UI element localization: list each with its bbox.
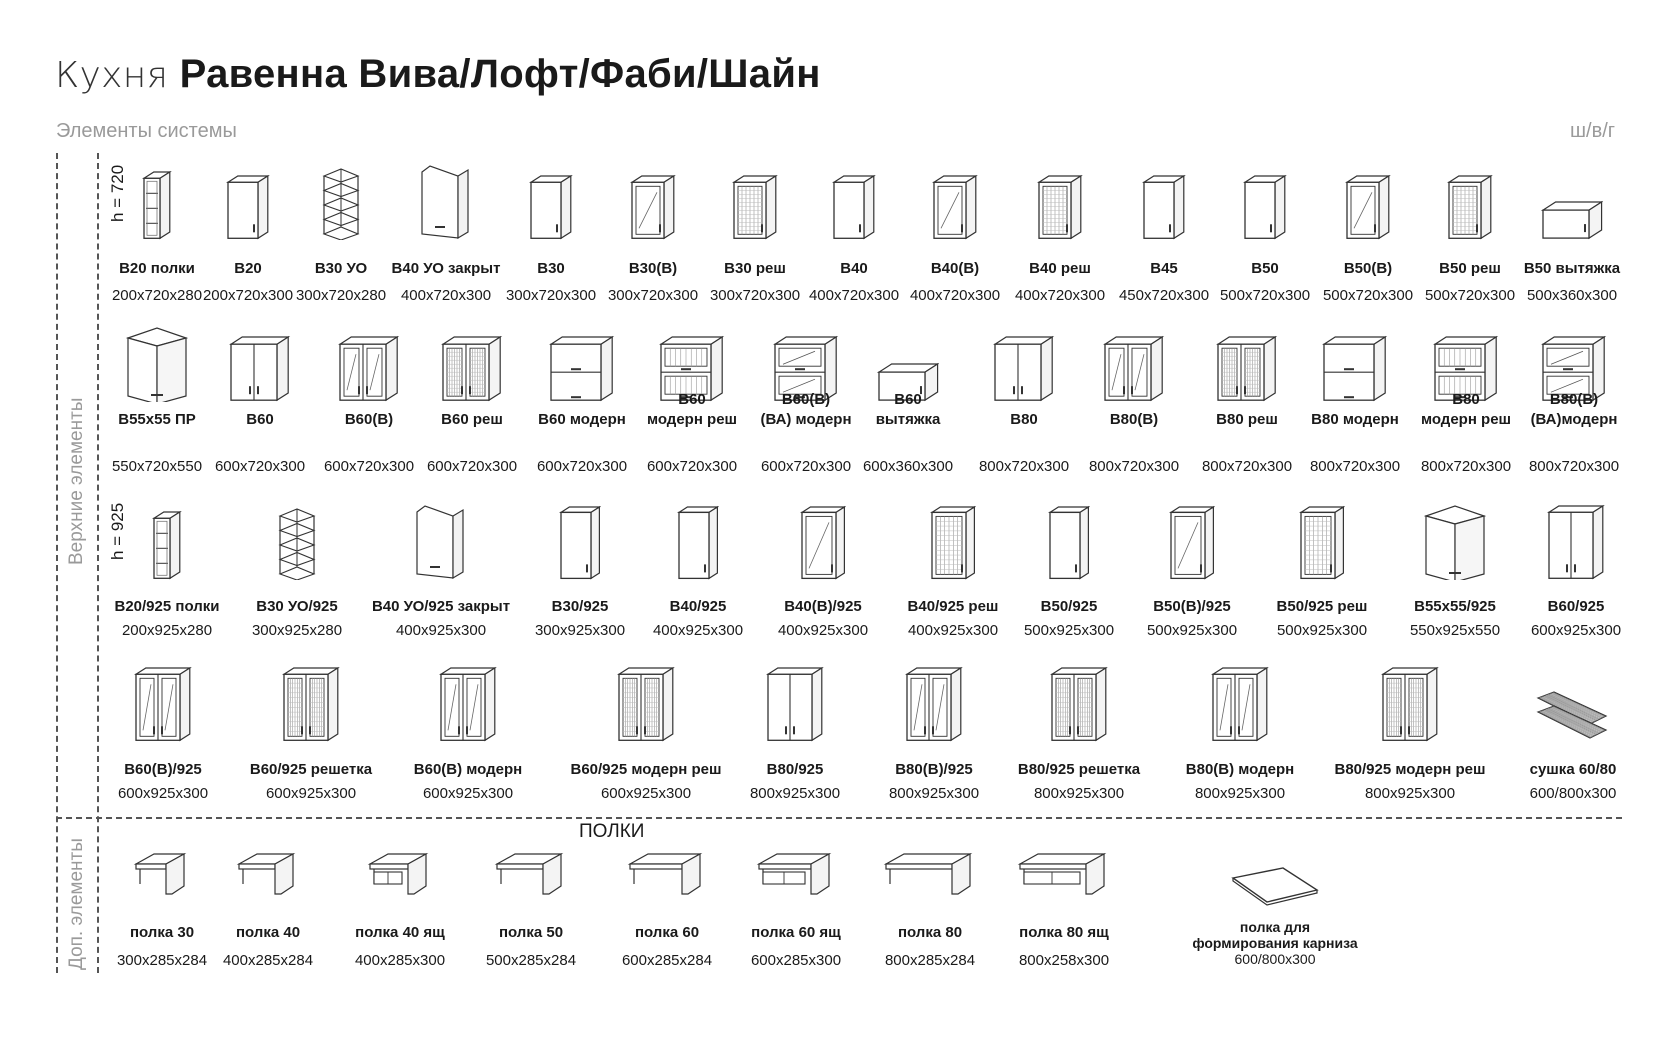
item-name: В30 реш (724, 260, 786, 277)
catalog-item (529, 174, 573, 240)
shelf-item (882, 850, 978, 900)
catalog-item (420, 162, 472, 240)
catalog-item (152, 510, 182, 580)
section-divider-vertical (56, 153, 58, 973)
catalog-item (1103, 335, 1164, 402)
catalog-item (930, 505, 976, 580)
shelf-item (1016, 850, 1112, 900)
glass-cabinet-icon (1345, 174, 1391, 240)
item-dimensions: 300x925x280 (251, 622, 343, 639)
catalog-item (1216, 335, 1277, 402)
item-name: В60(В) (ВА) модерн (760, 391, 852, 428)
shelf-item (755, 850, 837, 900)
item-dimensions: 800x925x300 (888, 785, 980, 802)
item-dimensions: 450x720x300 (1118, 287, 1210, 304)
catalog-item (226, 174, 270, 240)
item-name: В30 УО/925 (256, 598, 338, 615)
item-dimensions: 800x925x300 (749, 785, 841, 802)
item-dimensions: 500x925x300 (1023, 622, 1115, 639)
item-dimensions: 400x720x300 (400, 287, 492, 304)
tall-glass-cabinet-icon (800, 505, 846, 580)
item-name: В40(В) (930, 260, 980, 277)
item-dimensions: 600/800x300 (1529, 785, 1617, 802)
shelf-drawer-icon (1016, 850, 1112, 900)
catalog-item (766, 666, 824, 742)
catalog-item (1037, 174, 1083, 240)
shelf-name: полка 80 (897, 924, 963, 941)
catalog-item (1381, 666, 1439, 742)
item-dimensions: 600x925x300 (600, 785, 692, 802)
tall-double-lattice-cabinet-icon (282, 666, 340, 742)
double-cabinet-icon (993, 335, 1054, 402)
catalog-item (1424, 504, 1486, 580)
item-dimensions: 300x720x300 (709, 287, 801, 304)
catalog-item (932, 174, 978, 240)
item-dimensions: 300x720x300 (607, 287, 699, 304)
shelf-dimensions: 800x285x284 (884, 952, 976, 969)
double-lattice-cabinet-icon (441, 335, 502, 402)
shelf-icon (235, 850, 301, 900)
item-name: В60 модерн (538, 411, 626, 428)
shelf-name: полка 80 ящ (1019, 924, 1109, 941)
dims-legend: ш/в/г (1570, 120, 1616, 142)
item-name: В60 реш (441, 411, 503, 428)
corner-open-cabinet-icon (322, 168, 360, 240)
catalog-item (1447, 174, 1493, 240)
section-divider-horizontal (56, 817, 1622, 819)
item-dimensions: 200x720x280 (111, 287, 203, 304)
tall-glass-cabinet-icon (1169, 505, 1215, 580)
double-glass-cabinet-icon (1103, 335, 1164, 402)
shelf-item (235, 850, 301, 900)
item-name: В40 реш (1029, 260, 1091, 277)
item-dimensions: 600x720x300 (646, 458, 738, 475)
item-name: В50/925 (1040, 598, 1098, 615)
item-dimensions: 600x720x300 (214, 458, 306, 475)
catalog-item (439, 666, 497, 742)
item-name: В50 вытяжка (1523, 260, 1621, 277)
corner-closed-cabinet-icon (420, 162, 472, 240)
cabinet-icon (832, 174, 876, 240)
item-name: В40 УО/925 закрыт (371, 598, 511, 615)
catalog-item (800, 505, 846, 580)
item-name: В60 (246, 411, 274, 428)
cornice-board-icon (1225, 860, 1325, 910)
item-dimensions: 300x720x280 (295, 287, 387, 304)
item-name: В30/925 (551, 598, 609, 615)
item-dimensions: 500x925x300 (1276, 622, 1368, 639)
item-dimensions: 400x925x300 (395, 622, 487, 639)
tall-lift-lattice-cabinet-icon (617, 666, 675, 742)
item-name: В45 (1150, 260, 1178, 277)
item-dimensions: 600x360x300 (862, 458, 954, 475)
item-name: В80/925 модерн реш (1334, 761, 1486, 778)
double-cabinet-icon (229, 335, 290, 402)
tall-lattice-cabinet-icon (930, 505, 976, 580)
item-name: В60 вытяжка (875, 391, 941, 428)
item-dimensions: 550x720x550 (111, 458, 203, 475)
catalog-item (322, 168, 360, 240)
double-lattice-cabinet-icon (1216, 335, 1277, 402)
tall-cabinet-icon (1048, 505, 1090, 580)
tall-double-cabinet-icon (1547, 504, 1605, 580)
page-title (55, 52, 821, 97)
catalog-item (1547, 504, 1605, 580)
item-dimensions: 200x720x300 (202, 287, 294, 304)
item-name: В30(В) (628, 260, 678, 277)
catalog-item (1169, 505, 1215, 580)
catalog-item (1299, 505, 1345, 580)
item-name: В60/925 решетка (249, 761, 373, 778)
shelf-dimensions: 400x285x284 (222, 952, 314, 969)
hood-cabinet-icon (1541, 200, 1604, 240)
item-name: В40 УО закрыт (391, 260, 501, 277)
cornice-name-line1: полка для (1239, 919, 1311, 935)
open-shelf-cabinet-icon (152, 510, 182, 580)
cornice-dims: 600/800x300 (1234, 951, 1316, 967)
item-name: В40 (840, 260, 868, 277)
title-light: Кухня (55, 55, 169, 96)
extra-elements-label: Доп. элементы (66, 838, 87, 970)
shelf-dimensions: 600x285x300 (750, 952, 842, 969)
item-name: В80 (1010, 411, 1038, 428)
cabinet-icon (1243, 174, 1287, 240)
shelf-name: полка 60 (634, 924, 700, 941)
item-name: В80 модерн реш (1420, 391, 1512, 428)
catalog-item (1243, 174, 1287, 240)
item-name: В20/925 полки (114, 598, 220, 615)
item-dimensions: 300x925x300 (534, 622, 626, 639)
item-dimensions: 600x925x300 (117, 785, 209, 802)
item-dimensions: 800x925x300 (1033, 785, 1125, 802)
shelf-dimensions: 300x285x284 (116, 952, 208, 969)
lattice-cabinet-icon (1037, 174, 1083, 240)
item-dimensions: 400x925x300 (652, 622, 744, 639)
corner-cabinet-icon (126, 326, 188, 402)
shelf-name: полка 30 (129, 924, 195, 941)
item-dimensions: 600x720x300 (323, 458, 415, 475)
catalog-item (441, 335, 502, 402)
item-name: В80 модерн (1311, 411, 1399, 428)
shelf-drawer-icon (366, 850, 434, 900)
item-name: В55x55/925 (1414, 598, 1496, 615)
item-name: В40(В)/925 (784, 598, 862, 615)
item-dimensions: 600x925x300 (422, 785, 514, 802)
title-bold: Равенна Вива/Лофт/Фаби/Шайн (179, 52, 821, 96)
tall-cabinet-icon (559, 505, 601, 580)
item-dimensions: 550x925x550 (1409, 622, 1501, 639)
shelf-dimensions: 600x285x284 (621, 952, 713, 969)
shelf-icon (626, 850, 708, 900)
shelf-dimensions: 400x285x300 (354, 952, 446, 969)
item-dimensions: 800x720x300 (1420, 458, 1512, 475)
item-dimensions: 600x925x300 (265, 785, 357, 802)
item-name: В20 (234, 260, 262, 277)
tall-lift-lattice-cabinet-icon (1381, 666, 1439, 742)
shelf-icon (882, 850, 978, 900)
item-dimensions: 600x720x300 (426, 458, 518, 475)
tall-lift-glass-cabinet-icon (1211, 666, 1269, 742)
cornice-name-line2: формирования карниза (1192, 935, 1358, 951)
open-shelf-cabinet-icon (142, 170, 172, 240)
catalog-item (1142, 174, 1186, 240)
tall-double-lattice-cabinet-icon (1050, 666, 1108, 742)
item-name: В80/925 (766, 761, 824, 778)
page-subtitle: Элементы системы (56, 120, 237, 142)
item-name: В30 (537, 260, 565, 277)
corner-cabinet-icon (1424, 504, 1486, 580)
item-name: В80(В) (ВА)модерн (1530, 391, 1618, 428)
lattice-cabinet-icon (732, 174, 778, 240)
catalog-item (1345, 174, 1391, 240)
item-name: В50/925 реш (1276, 598, 1368, 615)
item-name: В80(В)/925 (895, 761, 973, 778)
item-dimensions: 200x925x280 (121, 622, 213, 639)
item-name: сушка 60/80 (1529, 761, 1617, 778)
catalog-item (905, 666, 963, 742)
catalog-item (617, 666, 675, 742)
cabinet-icon (1142, 174, 1186, 240)
double-glass-cabinet-icon (338, 335, 399, 402)
catalog-item (559, 505, 601, 580)
item-dimensions: 800x720x300 (1528, 458, 1620, 475)
item-name: В60(В)/925 (124, 761, 202, 778)
shelf-dimensions: 800x258x300 (1018, 952, 1110, 969)
shelf-item (626, 850, 708, 900)
tall-double-glass-cabinet-icon (905, 666, 963, 742)
glass-cabinet-icon (630, 174, 676, 240)
height-720-label: h = 720 (108, 164, 127, 222)
item-dimensions: 600x720x300 (536, 458, 628, 475)
shelf-item (493, 850, 569, 900)
dish-rack-icon (1534, 690, 1612, 742)
item-name: В50(В)/925 (1153, 598, 1231, 615)
height-925-label: h = 925 (108, 502, 127, 560)
catalog-item (415, 502, 467, 580)
catalog-item (282, 666, 340, 742)
item-name: В50 реш (1439, 260, 1501, 277)
item-dimensions: 400x720x300 (1014, 287, 1106, 304)
item-name: В30 УО (314, 260, 368, 277)
catalog-item (229, 335, 290, 402)
item-dimensions: 800x720x300 (1088, 458, 1180, 475)
shelf-name: полка 40 (235, 924, 301, 941)
item-dimensions: 300x720x300 (505, 287, 597, 304)
catalog-item (338, 335, 399, 402)
tall-lift-glass-cabinet-icon (439, 666, 497, 742)
item-name: В80(В) (1109, 411, 1159, 428)
tall-double-cabinet-icon (766, 666, 824, 742)
item-dimensions: 500x720x300 (1219, 287, 1311, 304)
item-dimensions: 800x720x300 (978, 458, 1070, 475)
catalog-item (630, 174, 676, 240)
corner-open-cabinet-icon (278, 508, 316, 580)
item-name: В60(В) модерн (413, 761, 523, 778)
item-dimensions: 500x720x300 (1424, 287, 1516, 304)
item-dimensions: 600x720x300 (760, 458, 852, 475)
tall-lattice-cabinet-icon (1299, 505, 1345, 580)
cabinet-icon (529, 174, 573, 240)
shelf-name: полка 60 ящ (751, 924, 841, 941)
item-dimensions: 500x360x300 (1526, 287, 1618, 304)
item-name: В80(В) модерн (1185, 761, 1295, 778)
lattice-cabinet-icon (1447, 174, 1493, 240)
item-dimensions: 400x925x300 (777, 622, 869, 639)
item-dimensions: 500x720x300 (1322, 287, 1414, 304)
item-dimensions: 500x925x300 (1146, 622, 1238, 639)
shelf-icon (132, 850, 192, 900)
cabinet-icon (226, 174, 270, 240)
item-name: В60 модерн реш (646, 391, 738, 428)
item-name: В20 полки (119, 260, 195, 277)
item-name: В50 (1251, 260, 1279, 277)
item-dimensions: 800x925x300 (1364, 785, 1456, 802)
item-name: В60(В) (344, 411, 394, 428)
upper-elements-label: Верхние элементы (66, 397, 87, 565)
catalog-item (1541, 200, 1604, 240)
catalog-item (1211, 666, 1269, 742)
shelves-title: ПОЛКИ (579, 821, 645, 842)
item-name: В40/925 реш (907, 598, 999, 615)
catalog-item (126, 326, 188, 402)
shelf-name: полка 40 ящ (355, 924, 445, 941)
item-dimensions: 400x925x300 (907, 622, 999, 639)
catalog-item (993, 335, 1054, 402)
item-dimensions: 400x720x300 (808, 287, 900, 304)
catalog-item (142, 170, 172, 240)
catalog-item (1048, 505, 1090, 580)
catalog-item (134, 666, 192, 742)
item-name: В55x55 ПР (118, 411, 196, 428)
catalog-item (1050, 666, 1108, 742)
item-name: В60/925 модерн реш (570, 761, 722, 778)
catalog-item (278, 508, 316, 580)
item-name: В50(В) (1343, 260, 1393, 277)
item-name: В80 реш (1216, 411, 1278, 428)
shelf-icon (493, 850, 569, 900)
item-dimensions: 400x720x300 (909, 287, 1001, 304)
item-dimensions: 600x925x300 (1530, 622, 1622, 639)
item-name: В60/925 (1547, 598, 1605, 615)
item-dimensions: 800x720x300 (1309, 458, 1401, 475)
item-name: В80/925 решетка (1017, 761, 1141, 778)
item-dimensions: 800x925x300 (1194, 785, 1286, 802)
catalog-item (832, 174, 876, 240)
tall-cabinet-icon (677, 505, 719, 580)
shelf-dimensions: 500x285x284 (485, 952, 577, 969)
catalog-item (677, 505, 719, 580)
item-dimensions: 800x720x300 (1201, 458, 1293, 475)
shelf-drawer-icon (755, 850, 837, 900)
item-name: В40/925 (669, 598, 727, 615)
cornice-shelf-item (1160, 860, 1390, 967)
shelf-name: полка 50 (498, 924, 564, 941)
corner-closed-cabinet-icon (415, 502, 467, 580)
catalog-item (732, 174, 778, 240)
glass-cabinet-icon (932, 174, 978, 240)
catalog-item (1534, 690, 1612, 742)
tall-double-glass-cabinet-icon (134, 666, 192, 742)
shelf-item (132, 850, 192, 900)
shelf-item (366, 850, 434, 900)
